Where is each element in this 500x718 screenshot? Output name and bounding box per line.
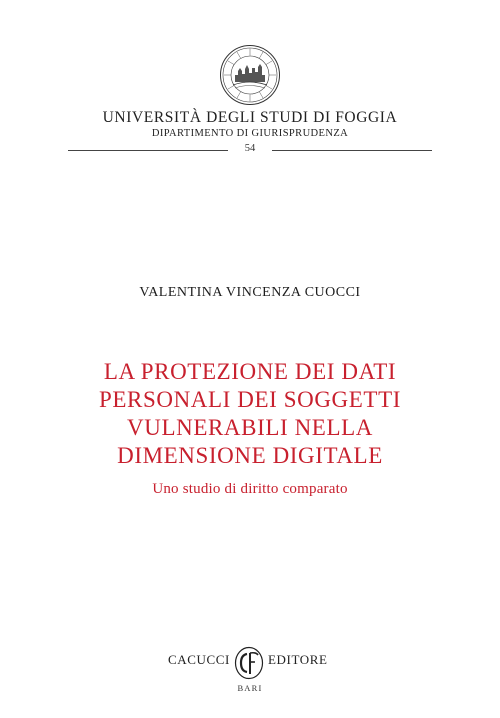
department-name: DIPARTIMENTO DI GIURISPRUDENZA bbox=[151, 128, 349, 139]
title-line: PERSONALI DEI SOGGETTI bbox=[99, 387, 401, 412]
series-number: 54 bbox=[244, 143, 256, 154]
author-name: VALENTINA VINCENZA CUOCCI bbox=[139, 285, 361, 300]
series-rule-left bbox=[68, 150, 228, 151]
title-line: VULNERABILI NELLA bbox=[127, 415, 373, 440]
publisher-name-left: CACUCCI bbox=[168, 652, 230, 667]
book-title bbox=[40, 358, 460, 470]
publisher-city: BARI bbox=[237, 683, 263, 693]
university-name: UNIVERSITÀ DEGLI STUDI DI FOGGIA bbox=[102, 109, 398, 126]
title-line: DIMENSIONE DIGITALE bbox=[117, 443, 383, 468]
publisher-mark bbox=[0, 648, 500, 688]
publisher-logo-icon bbox=[234, 646, 264, 680]
title-line: LA PROTEZIONE DEI DATI bbox=[103, 359, 397, 384]
university-seal-icon bbox=[219, 44, 281, 106]
book-subtitle: Uno studio di diritto comparato bbox=[152, 481, 348, 497]
series-rule-right bbox=[272, 150, 432, 151]
publisher-name-right: EDITORE bbox=[268, 652, 328, 667]
